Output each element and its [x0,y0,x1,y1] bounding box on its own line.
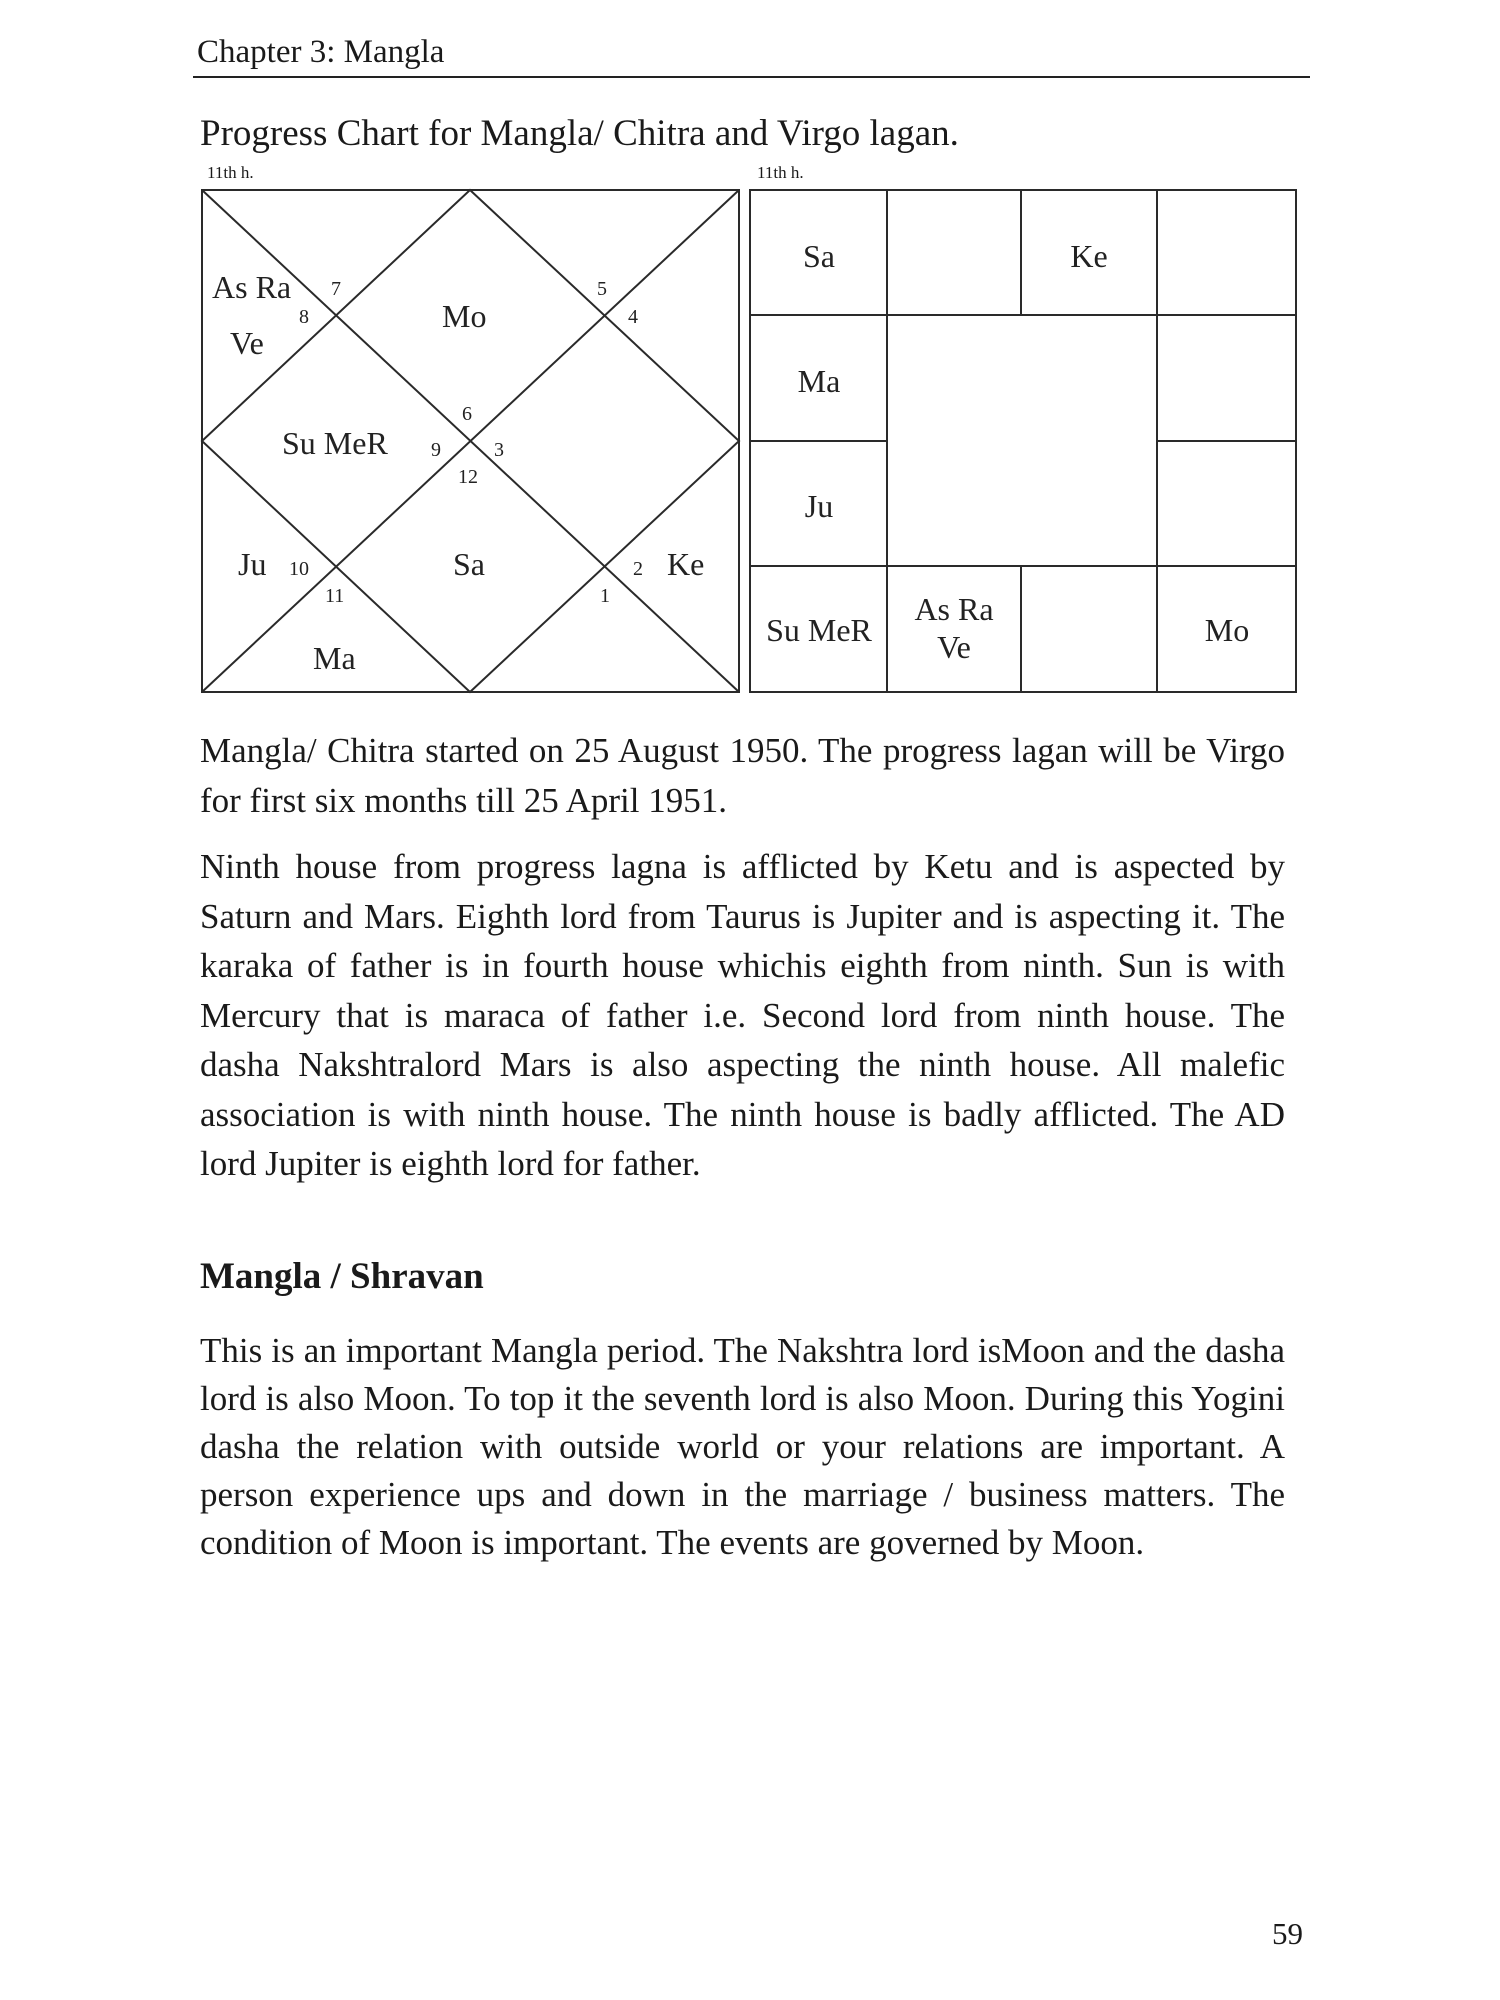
sign-number: 1 [600,585,610,607]
running-header [193,30,1310,78]
cell-ma: Ma [797,363,841,399]
planet-label-ju: Ju [238,546,267,582]
cell-as-ra: As Ra [914,591,994,627]
sign-number: 3 [494,439,504,461]
planet-label-ve: Ve [230,325,264,361]
cell-su-mer: Su MeR [766,612,872,648]
sign-number: 5 [597,278,607,300]
cell-sa: Sa [803,238,835,274]
paragraph-start-date: Mangla/ Chitra started on 25 August 1950. The progress lagan will be Virgo for first six months till 25 April 1951. [200,731,1285,820]
page-number: 59 [1272,1916,1303,1951]
sign-number: 8 [299,306,309,328]
sign-number: 4 [628,306,638,328]
sign-number: 10 [289,558,309,580]
north-indian-chart [201,189,741,694]
planet-label-mo: Mo [442,298,487,334]
sign-number: 2 [633,558,643,580]
sign-number: 6 [462,403,472,425]
cell-mo: Mo [1204,612,1250,648]
paragraph-ninth-house: Ninth house from progress lagna is afflicted by Ketu and is aspected by Saturn and Mars. Eighth lord from Taurus is Jupiter and is aspecting it. The karaka of father is in fourth house whichis eighth from ninth. Sun is with Mercury that is maraca of father i.e. Second lord from ninth house. The dasha Nakshtralord Mars is also aspecting the ninth house. All malefic association is with ninth house. The ninth house is badly afflicted. The AD lord Jupiter is eighth lord for father. [200,847,1285,1183]
south-indian-chart [749,189,1299,694]
paragraph-shravan: This is an important Mangla period. The Nakshtra lord isMoon and the dasha lord is also Moon. To top it the seventh lord is also Moon. During this Yogini dasha the relation with outside world or your relations are important. A person experience ups and down in the marriage / business matters. The condition of Moon is important. The events are governed by Moon. [200,1331,1285,1562]
planet-label-su-mer: Su MeR [282,425,388,461]
north-chart-top-label: 11th h. [207,163,254,182]
cell-ju: Ju [804,488,834,524]
section-heading: Mangla / Shravan [200,1256,484,1297]
sign-number: 9 [431,439,441,461]
planet-label-as-ra: As Ra [212,269,292,305]
cell-ke: Ke [1070,238,1108,274]
south-chart-top-label: 11th h. [757,163,804,182]
planet-label-ma: Ma [313,640,356,676]
sign-number: 7 [331,278,341,300]
chapter-title: Chapter 3: Mangla [197,34,445,70]
planet-label-sa: Sa [453,546,485,582]
sign-number: 11 [325,585,345,607]
planet-label-ke: Ke [667,546,705,582]
chart-caption: Progress Chart for Mangla/ Chitra and Virgo lagan. [200,113,959,154]
sign-number: 12 [458,466,478,488]
cell-ve: Ve [937,629,971,665]
